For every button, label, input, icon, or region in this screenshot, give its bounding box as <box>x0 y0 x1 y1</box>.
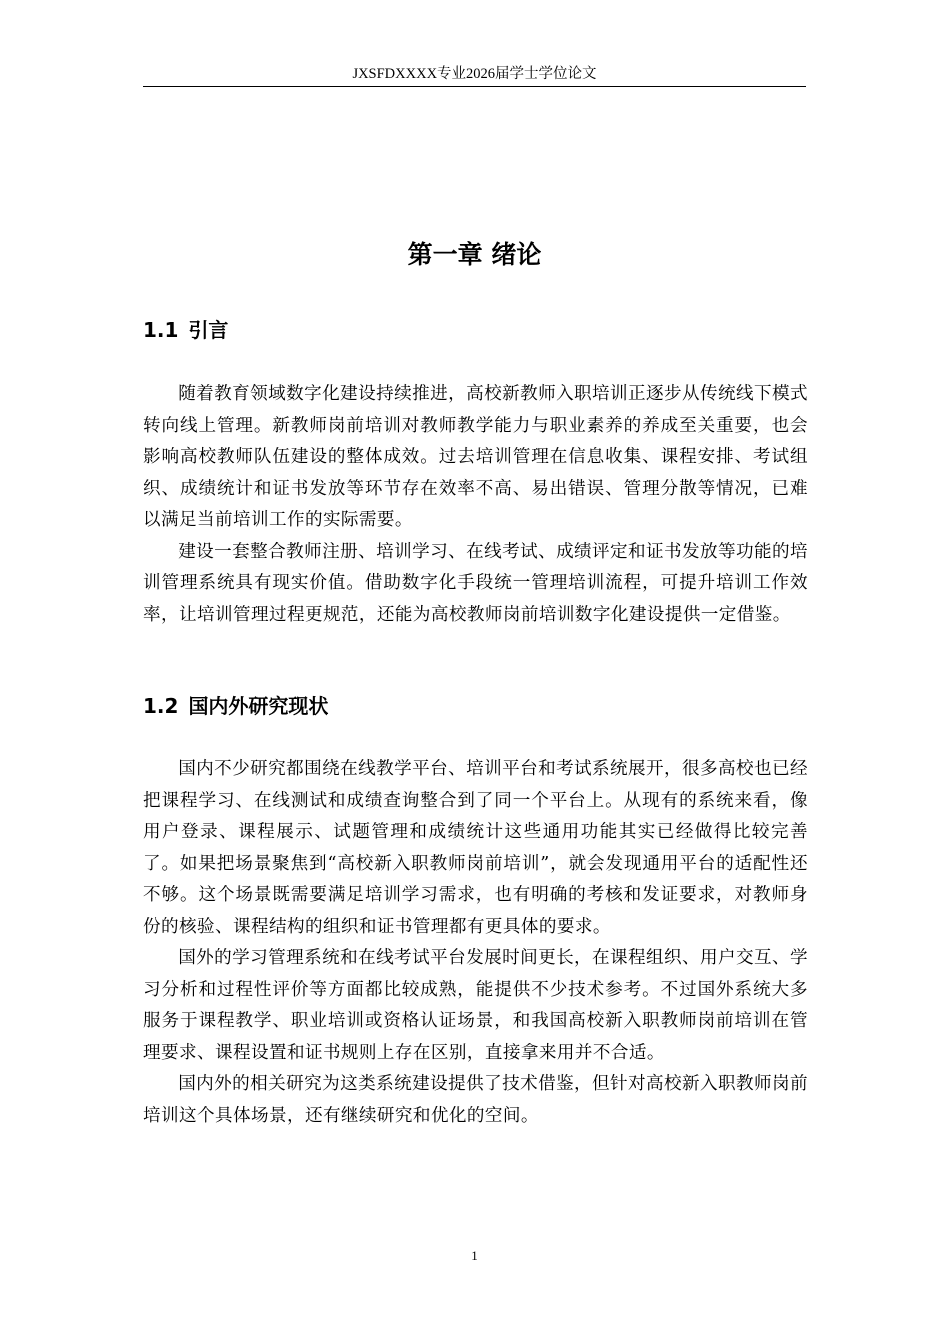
chapter-title: 第一章 绪论 <box>407 240 542 269</box>
body-paragraph: 国内外的相关研究为这类系统建设提供了技术借鉴，但针对高校新入职教师岗前培训这个具体场景，还有继续研究和优化的空间。 <box>143 1074 808 1126</box>
section-number: 1.1 <box>143 318 179 342</box>
section-title: 国内外研究现状 <box>188 694 329 718</box>
body-paragraph: 建设一套整合教师注册、培训学习、在线考试、成绩评定和证书发放等功能的培训管理系统具有现实价值。借助数字化手段统一管理培训流程，可提升培训工作效率，让培训管理过程更规范，还能为高校教师岗前培训数字化建设提供一定借鉴。 <box>143 541 808 625</box>
section-heading-research-status <box>143 692 328 720</box>
section-number: 1.2 <box>143 694 179 718</box>
body-paragraph: 随着教育领域数字化建设持续推进，高校新教师入职培训正逐步从传统线下模式转向线上管理。新教师岗前培训对教师教学能力与职业素养的养成至关重要，也会影响高校教师队伍建设的整体成效。过去培训管理在信息收集、课程安排、考试组织、成绩统计和证书发放等环节存在效率不高、易出错误、管理分散等情况，已难以满足当前培训工作的实际需要。 <box>143 384 808 530</box>
section-body-introduction <box>143 379 808 631</box>
section-body-research-status <box>143 754 808 1132</box>
header-rule <box>143 86 806 87</box>
page-number: 1 <box>471 1248 478 1263</box>
section-heading-introduction <box>143 316 228 344</box>
body-paragraph: 国外的学习管理系统和在线考试平台发展时间更长，在课程组织、用户交互、学习分析和过程性评价等方面都比较成熟，能提供不少技术参考。不过国外系统大多服务于课程教学、职业培训或资格认证场景，和我国高校新入职教师岗前培训在管理要求、课程设置和证书规则上存在区别，直接拿来用并不合适。 <box>143 948 808 1063</box>
section-title: 引言 <box>188 318 229 342</box>
body-paragraph: 国内不少研究都围绕在线教学平台、培训平台和考试系统展开，很多高校也已经把课程学习、在线测试和成绩查询整合到了同一个平台上。从现有的系统来看，像用户登录、课程展示、试题管理和成绩统计这些通用功能其实已经做得比较完善了。如果把场景聚焦到“高校新入职教师岗前培训”，就会发现通用平台的适配性还不够。这个场景既需要满足培训学习需求，也有明确的考核和发证要求，对教师身份的核验、课程结构的组织和证书管理都有更具体的要求。 <box>143 759 808 937</box>
running-header: JXSFDXXXX专业2026届学士学位论文 <box>352 66 597 82</box>
